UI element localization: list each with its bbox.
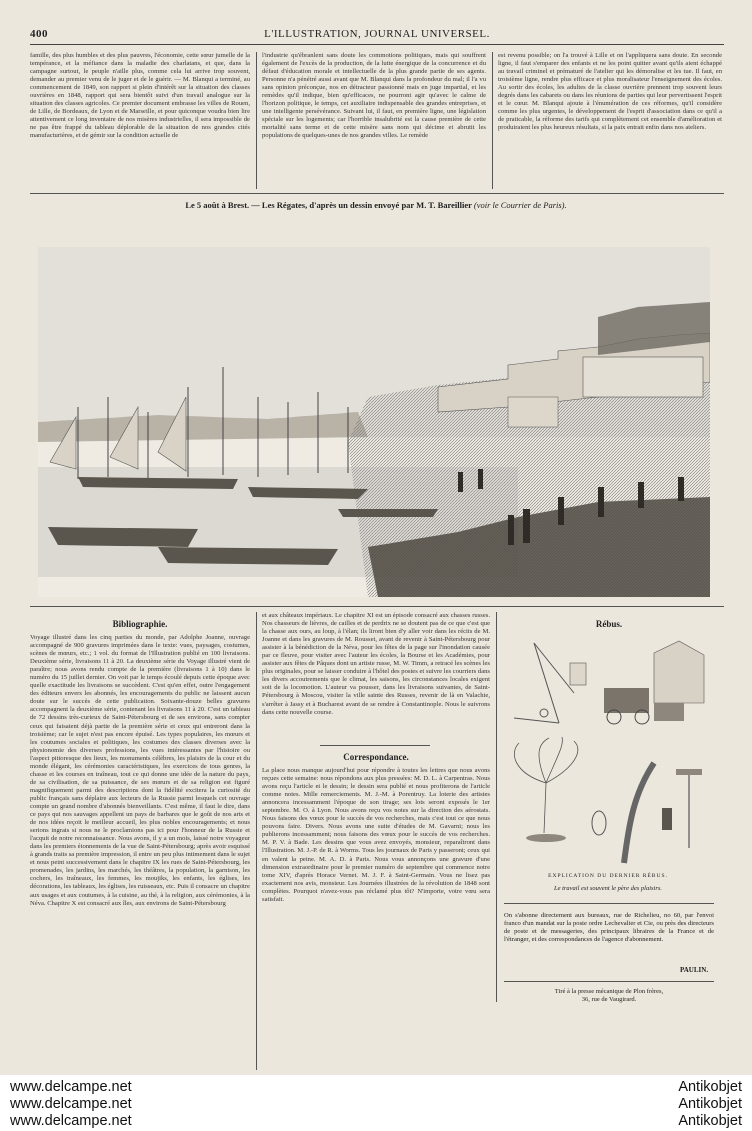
shore-house: [508, 397, 558, 427]
correspondance-heading: Correspondance.: [343, 752, 409, 762]
section-rule: [30, 606, 724, 607]
column-divider: [256, 612, 257, 1070]
watermark-link-2[interactable]: www.delcampe.net: [10, 1096, 132, 1112]
bibliographie-heading: Bibliographie.: [112, 619, 168, 629]
column-divider: [492, 52, 493, 189]
column-divider: [256, 52, 257, 189]
correspondance-column: La place nous manque aujourd'hui pour répondre à toutes les lettres que nous avons reçues cette semaine: nous répondons aux plus pressées: M. D. L. à Carpentras. Nous avons reçu l'article et le dessin; le dessin sera publié et nous profiterons de l'article comme notes. Mille remerciements. M. J.-M. à Porentruy. La loterie des artistes annoncera incessamment l'époque de son tirage; ses lots seront exposés le 1er septembre. M. O. à Lyon. Nous avons reçu vos notes sur la direction des aérostats. Nous faisons des vœux pour le succès de vos recherches, mais c'est tout ce que nous pouvons faire. Divers. Nous avons une suite d'études de M. Gavarni; nous les publierons incessamment; nous faisons des vœux pour le succès de vos recherches. M. P. V. à Bade. Les dessins que vous avez envoyés, monsieur, reparaîtront dans l'Illustration. M. J.-P. de R. à Worms. Tous les journaux de Paris y passeront; ceux qui en valent la peine. M. A. D. à Paris. Nous vous annonçons une gravure d'une dimension extraordinaire pour le premier numéro de septembre qui commence notre tome XIV, d'après Horace Vernet. M. J. F. à Saint-Germain. Vous ne lisez pas exactement nos avis, monsieur. Les Journées illustrées de la révolution de 1848 sont complètes. Pourquoi n'avez-vous pas réclamé plus tôt? N'importe, votre vœu sera satisfait.: [262, 767, 490, 903]
section-rule: [504, 903, 714, 904]
poster-sign: [570, 663, 586, 685]
rebus-illustration: [504, 633, 714, 871]
rebus-heading: Rébus.: [595, 619, 623, 629]
printer-imprint: [504, 988, 714, 1004]
fortress-building: [583, 357, 703, 397]
watermark-brand-3: Antikobjet: [678, 1113, 742, 1129]
printer-line-2: 36, rue de Vaugirard.: [581, 996, 637, 1003]
engraving-caption: [40, 200, 712, 210]
signature: PAULIN.: [680, 966, 709, 974]
top-column-2: l'industrie qu'ébranlent sans doute les commotions politiques, mais qui souffrent également de l'excès de la production, de la lutte énergique de la concurrence et du défaut d'éducation morale et intellectuelle de la plus grande partie de ses agents. Personne n'a pénétré aussi avant que M. Blanqui dans la profondeur du mal; il l'a vu sans opinion préconçue, nos en détracteur passionné mais en juge impartial, et les remèdes qu'il indique, bien qu'efficaces, ne pourront agir qu'avec le calme de l'horizon politique, le temps, cet auxiliaire indispensable des grandes entreprises, et une intelligente persévérance. Suivant lui, il faut, en première ligne, une législation spéciale sur les logements; car l'horrible insalubrité est la cause première de cette mortalité sans terme et de cette misère sans nom qui décime et abrutit les populations de quelques-unes de nos grandes villes. Le remède: [262, 52, 486, 140]
caption-title: Le 5 août à Brest. — Les Régates, d'après un dessin envoyé par M. T. Bareillier: [185, 200, 472, 210]
section-rule: [320, 745, 430, 746]
rebus-answer-label: EXPLICATION DU DERNIER RÉBUS.: [548, 873, 668, 879]
section-rule: [30, 193, 724, 194]
printer-line-1: Tiré à la presse mécanique de Plon frères,: [554, 988, 664, 995]
subscription-notice: On s'abonne directement aux bureaux, rue de Richelieu, no 60, par l'envoi franco d'un mandat sur la poste ordre Lechevalier et Cie, ou près des directeurs de poste et de messageries, des principaux libraires de la France et de l'étranger, et des correspondances de l'agence d'abonnement.: [504, 912, 714, 943]
rebus-answer-text: Le travail est souvent le père des plaisirs.: [553, 885, 663, 892]
rebus-figure: [662, 808, 672, 830]
watermark-brand-2: Antikobjet: [678, 1096, 742, 1112]
watermark-footer: [0, 1075, 752, 1131]
regatta-engraving: [38, 247, 710, 597]
top-column-3: est revenu possible; on l'a trouvé à Lille et on l'appliquera sans doute. En seconde ligne, il faut s'emparer des enfants et ne les point quitter avant qu'ils aient échappé au travail criminel et prématuré de l'atelier qui les démoralise et les tue. Il faut, en troisième ligne, rendre plus efficace et plus moralisateur l'enseignement des écoles. Au sortir des écoles, les adultes de la classe ouvrière prennent trop souvent leurs degrés dans les cabarets ou dans les réunions de parties qui leur pervertissent l'esprit et le cœur. M. Blanqui ajoute à l'énumération de ces réformes, qu'il considère comme les plus urgentes, le développement de l'esprit d'association dans ce qu'il a de praticable, la réforme des tarifs qui complètement cet ensemble d'amélioration et produiraient les plus heureux résultats, si la paix entrait enfin dans nos ateliers.: [498, 52, 722, 132]
watermark-link-1[interactable]: www.delcampe.net: [10, 1079, 132, 1095]
bibliographie-column: Voyage illustré dans les cinq parties du monde, par Adolphe Joanne, ouvrage accompagné de 900 gravures imprimées dans le texte: vues, paysages, costumes, scènes de mœurs, etc.; 1 vol. du format de l'Illustration publié en 100 livraisons. Deuxième série, livraisons 11 à 20. La deuxième série du Voyage illustré vient de paraître; nous avons rendu compte de la première (livraisons 1 à 10) dans le numéro du 15 juillet dernier. On voit par le temps écoulé depuis cette époque avec quelle exactitude les livraisons se succèdent. C'est qu'en effet, outre l'engagement des éditeurs envers les abonnés, les encouragements du public ne laissent aucun doute sur le succès de cette publication. Soixante-douze belles gravures accompagnent la deuxième série, contenant les livraisons 11 à 20. C'est un tableau de 72 dessins très-curieux de Saint-Pétersbourg et de ses environs, sans compter ceux qui faisaient déjà partie de la première série et ceux qui entreront dans la troisième; car le sujet n'est pas encore épuisé. Les types populaires, les mœurs et les coutumes sociales et politiques, les costumes des classes diverses avec la physionomie des diverses professions, les vues intéressantes par l'histoire ou l'aspect pittoresque des lieux, les monuments célèbres, les plaisirs de la cour et du monde élégant, les cérémonies caractéristiques, les exercices de tous genres, la chasse et les courses en traîneau, tout ce qui donne une idée de la nature du pays, de sa civilisation, de sa puissance, de ses mœurs et de sa religion est figuré magnifiquement parmi des descriptions dont la fidélité excitera la curiosité du public français sans déplaire aux lecteurs de la Russie parmi lesquels cet ouvrage compte un grand nombre d'abonnés bienveillants. C'est même, il faut le dire, dans ce pays qui nos sauvages appellent un pays de barbares que le goût de nos arts et de nos idées reçoit le meilleur accueil, les plus nobles encouragements; et nous serions ingrats si nous ne le proclamions pas ici pour l'honneur de la Russie et l'acquit de notre reconnaissance. Nous avons, il y a un mois, laissé notre voyageur dans les premiers étonnements de la vue de Saint-Pétersbourg; après avoir esquissé à grands traits sa première impression, il entre un peu plus intimement dans le sujet et nous peint successivement dans le chapitre IX les rues de Saint-Pétersbourg, les promenades, les jardins, les marchés, les théâtres, la population, la garnison, les cochers, les traîneaux, les femmes, les moujiks, les enfants, les églises, les décorations, les tableaux, les églises, les ruisseaux, etc. Puis il consacre un chapitre aux usages et aux coutumes, à la cuisine, au thé, à la religion, aux cérémonies, à la Néva. Chapitre X est consacré aux îles, aux environs de Saint-Pétersbourg: [30, 634, 250, 907]
watermark-link-3[interactable]: www.delcampe.net: [10, 1113, 132, 1129]
page-number: 400: [30, 28, 48, 40]
caption-source: (voir le Courrier de Paris).: [473, 200, 567, 210]
top-column-1: famille, des plus humbles et des plus pauvres, l'économie, cette sœur jumelle de la tempérance, et la méfiance dans la maladie des charlatans, et que, dans la campagne surtout, le peuple n'aille plus, comme cela lui arrive trop souvent, demander au premier venu de le juger et de le guérir. — M. Blanqui a terminé, au commencement de 1849, son rapport si plein d'intérêt sur la situation des classes ouvrières en 1848, rapport qui sera bientôt suivi d'un travail analogue sur la situation des classes agricoles. Ce premier document embrasse les villes de Rouen, de Lille, de Bordeaux, de Lyon et de Marseille, et pour quiconque voudra bien lire attentivement ce long inventaire de nos misères industrielles, il sera impossible de ne pas être frappé du tableau déplorable de la situation de nos grandes cités manufacturières, et de gémir sur la condition actuelle de: [30, 52, 250, 140]
journal-title: L'ILLUSTRATION, JOURNAL UNIVERSEL.: [264, 28, 490, 40]
bibliographie-continuation: et aux châteaux impériaux. Le chapitre XI est un épisode consacré aux chasses russes. Nos chasseurs de lièvres, de cailles et de perdrix ne se doutent pas de ce que c'est que la chasse aux ours, au loup, à l'élan; ils liront bien d'y aller voir dans les récits de M. Joanne et dans les gravures de M. Rousset, avant de revenir à Saint-Pétersbourg pour assister à la bénédiction de la Néva, pour les fêtes de la page sur l'inondation causée par ce fleuve, pour visiter avec l'auteur les écoles, la Bourse et les Académies, pour assister aux fêtes de Pâques dont un artiste russe, M. W. Timm, a retracé les scènes les plus originales, pour se laisser conduire à l'hôtel des postes et suivre les courriers dans les divers accoutrements que le climat, les saisons, les circonstances locales exigent soit de la locomotion. L'auteur va pousser, dans les livraisons suivantes, de Saint-Pétersbourg à Moscou, visiter la ville sainte des Russes, revenir de là en Valachie, s'arrêter à Jassy et à Bucharest avant de se rendre à Constantinople. Nous le suivrons dans cette nouvelle course.: [262, 612, 490, 716]
page-header: [30, 26, 724, 45]
watermark-brand-1: Antikobjet: [678, 1079, 742, 1095]
column-divider: [496, 612, 497, 1002]
section-rule: [504, 981, 714, 982]
